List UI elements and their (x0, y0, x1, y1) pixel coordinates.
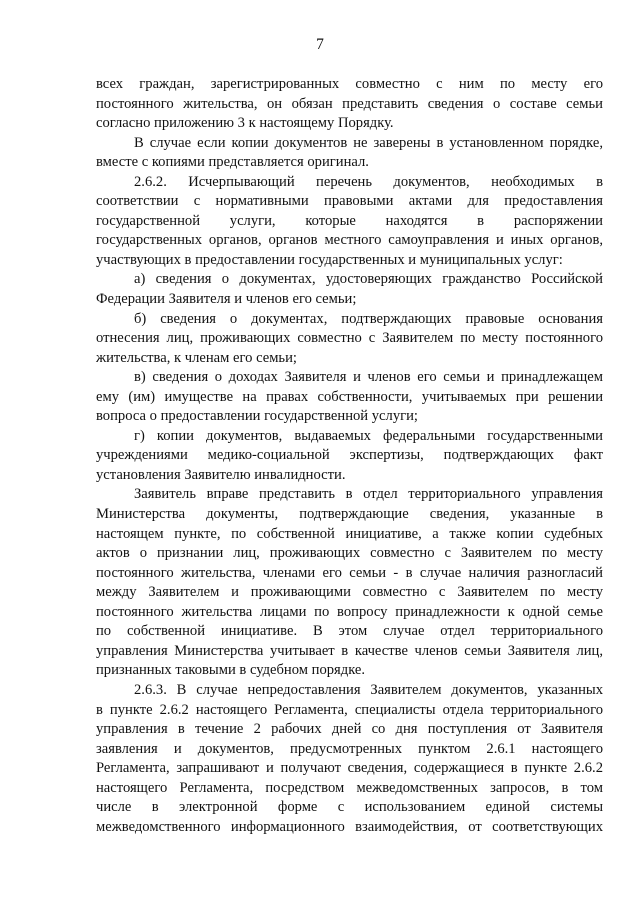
text-line: настоящем пункте, по собственной инициативе, а также копии судебных (96, 525, 603, 542)
paragraph (96, 173, 603, 271)
paragraph (96, 75, 603, 134)
text-line: согласно приложению 3 к настоящему Порядку. (96, 115, 394, 132)
paragraph (96, 310, 603, 369)
paragraph (96, 427, 603, 486)
text-line: учреждениями медико-социальной экспертизы, подтверждающих факт (96, 447, 603, 464)
text-line: межведомственного информационного взаимодействия, от соответствующих (96, 818, 603, 835)
page-number: 7 (316, 36, 324, 53)
text-line: числе в электронной форме с использованием единой системы (96, 799, 603, 816)
text-line: б) сведения о документах, подтверждающих правовые основания (134, 310, 603, 327)
text-line: государственных органов, органов местного самоуправления и иных органов, (96, 232, 603, 249)
paragraph (96, 485, 603, 680)
paragraph (96, 681, 603, 837)
text-line: а) сведения о документах, удостоверяющих гражданство Российской (134, 271, 603, 288)
text-line: В случае если копии документов не заверены в установленном порядке, (134, 134, 603, 151)
text-line: постоянного жительства, он обязан представить сведения о составе семьи (96, 95, 603, 112)
text-line: государственной услуги, которые находятся в распоряжении (96, 212, 603, 229)
text-line: соответствии с нормативными правовыми актами для предоставления (96, 193, 603, 210)
document-body (96, 75, 603, 837)
text-line: жительства, к членам его семьи; (96, 349, 297, 366)
text-line: признанных таковыми в судебном порядке. (96, 662, 366, 679)
text-line: 2.6.2. Исчерпывающий перечень документов, необходимых в (134, 173, 603, 190)
text-line: заявления и документов, предусмотренных пунктом 2.6.1 настоящего (96, 740, 603, 757)
text-line: участвующих в предоставлении государственных и муниципальных услуг: (96, 251, 563, 268)
text-line: Регламента, запрашивают и получают сведения, содержащиеся в пункте 2.6.2 (96, 760, 603, 777)
text-line: постоянного жительства, членами его семьи - в случае наличия разногласий (96, 564, 603, 581)
text-line: между Заявителем и проживающими совместно с Заявителем по месту (96, 584, 603, 601)
text-line: Заявитель вправе представить в отдел территориального управления (134, 486, 603, 503)
text-line: вопроса о предоставлении государственной услуги; (96, 408, 418, 425)
text-line: всех граждан, зарегистрированных совместно с ним по месту его (96, 76, 603, 92)
text-line: в) сведения о доходах Заявителя и членов его семьи и принадлежащем (134, 369, 603, 386)
text-line: управления Министерства учитывает в качестве членов семьи Заявителя лиц, (96, 642, 603, 659)
text-line: 2.6.3. В случае непредоставления Заявителем документов, указанных (134, 681, 603, 698)
paragraph (96, 270, 603, 309)
text-line: отнесения лиц, проживающих совместно с Заявителем по месту постоянного (96, 330, 603, 347)
text-line: установления Заявителю инвалидности. (96, 466, 346, 483)
paragraph (96, 368, 603, 427)
text-line: в пункте 2.6.2 настоящего Регламента, специалисты отдела территориального (96, 701, 603, 718)
text-line: актов о признании лиц, проживающих совместно с Заявителем по месту (96, 545, 603, 562)
text-line: по собственной инициативе. В этом случае отдел территориального (96, 623, 603, 640)
text-line: управления в течение 2 рабочих дней со дня поступления от Заявителя (96, 721, 603, 738)
paragraph (96, 134, 603, 173)
text-line: Министерства документы, подтверждающие сведения, указанные в (96, 506, 603, 523)
text-line: ему (им) имуществе на правах собственности, учитываемых при решении (96, 388, 603, 405)
text-line: вместе с копиями представляется оригинал. (96, 154, 369, 171)
text-line: Федерации Заявителя и членов его семьи; (96, 291, 357, 308)
text-line: настоящего Регламента, посредством межведомственных запросов, в том (96, 779, 603, 796)
text-line: постоянного жительства лицами по вопросу принадлежности к одной семье (96, 603, 603, 620)
text-line: г) копии документов, выдаваемых федеральными государственными (134, 427, 603, 444)
